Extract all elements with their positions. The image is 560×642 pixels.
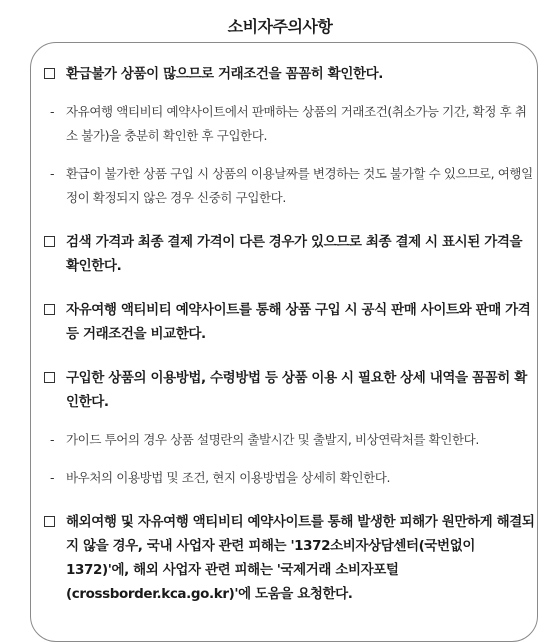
notice-list — [44, 62, 538, 606]
checkbox-icon — [44, 372, 55, 383]
sub-item: - 자유여행 액티비티 예약사이트에서 판매하는 상품의 거래조건(취소가능 기간, 확정 후 취소 불가)을 충분히 확인한 후 구입한다. — [44, 100, 538, 148]
dash-bullet-icon: - — [50, 104, 55, 119]
checklist-item: 자유여행 액티비티 예약사이트를 통해 상품 구입 시 공식 판매 사이트와 판매 가격 등 거래조건을 비교한다. — [44, 298, 538, 346]
sub-item: - 바우처의 이용방법 및 조건, 현지 이용방법을 상세히 확인한다. — [44, 466, 538, 490]
checkbox-icon — [44, 236, 55, 247]
sub-item: - 가이드 투어의 경우 상품 설명란의 출발시간 및 출발지, 비상연락처를 확인한다. — [44, 428, 538, 452]
dash-bullet-icon: - — [50, 432, 55, 447]
sub-item: - 환급이 불가한 상품 구입 시 상품의 이용날짜를 변경하는 것도 불가할 수 있으므로, 여행일정이 확정되지 않은 경우 신중히 구입한다. — [44, 162, 538, 210]
checkbox-icon — [44, 516, 55, 527]
checklist-item: 해외여행 및 자유여행 액티비티 예약사이트를 통해 발생한 피해가 원만하게 해결되지 않을 경우, 국내 사업자 관련 피해는 '1372소비자상담센터(국번없이 1372)'에, 해외 사업자 관련 피해는 '국제거래 소비자포털(crossborder.kca.go.kr)'에 도움을 요청한다. — [44, 510, 538, 606]
page-title: 소비자주의사항 — [227, 17, 333, 36]
dash-bullet-icon: - — [50, 470, 55, 485]
dash-bullet-icon: - — [50, 166, 55, 181]
checkbox-icon — [44, 304, 55, 315]
checklist-item: 검색 가격과 최종 결제 가격이 다른 경우가 있으므로 최종 결제 시 표시된 가격을 확인한다. — [44, 230, 538, 278]
checklist-item: 환급불가 상품이 많으므로 거래조건을 꼼꼼히 확인한다. — [44, 62, 538, 86]
checkbox-icon — [44, 68, 55, 79]
checklist-item: 구입한 상품의 이용방법, 수령방법 등 상품 이용 시 필요한 상세 내역을 꼼꼼히 확인한다. — [44, 366, 538, 414]
